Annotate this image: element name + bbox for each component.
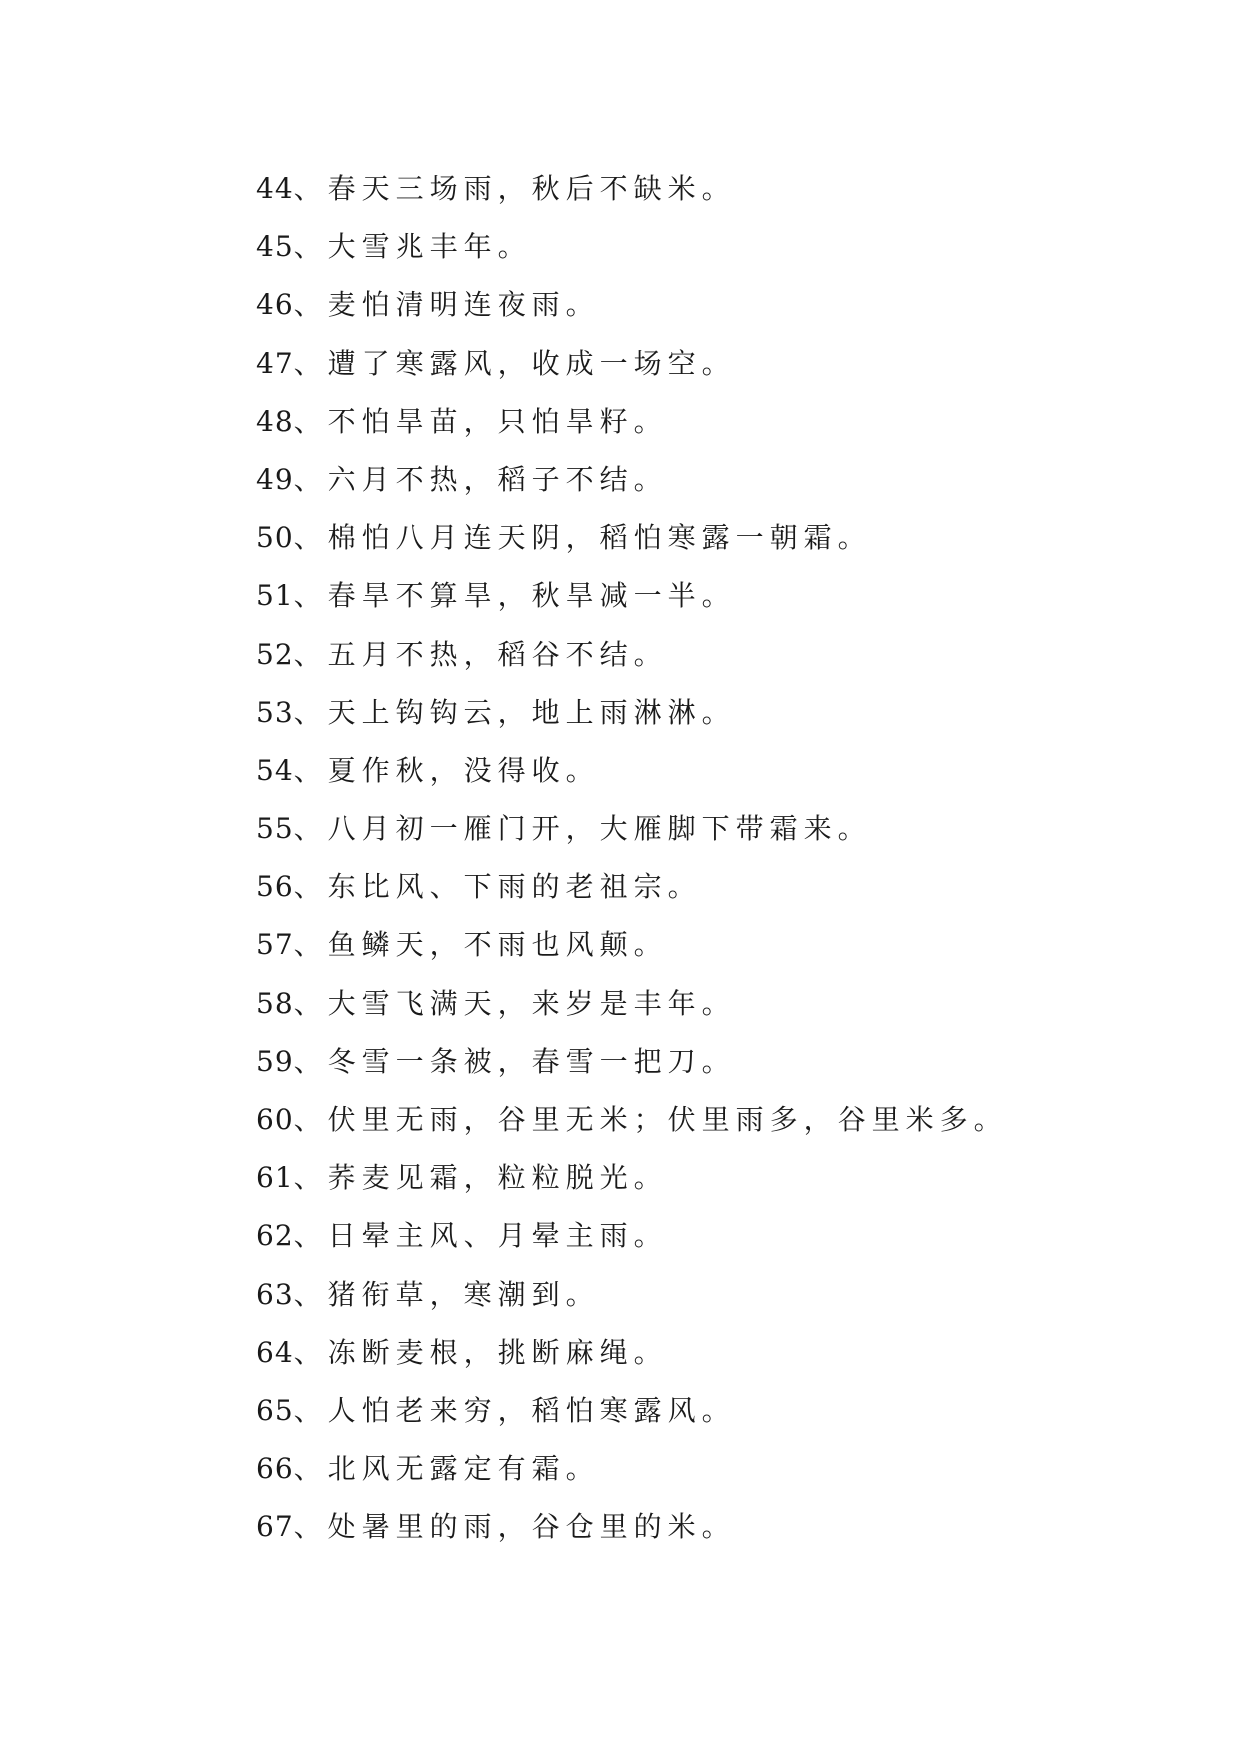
item-text: 冬雪一条被，春雪一把刀。 bbox=[327, 1044, 736, 1078]
item-number: 48 bbox=[256, 404, 294, 438]
item-number: 64 bbox=[256, 1335, 294, 1369]
item-text: 冻断麦根，挑断麻绳。 bbox=[327, 1335, 668, 1369]
list-item bbox=[256, 509, 1156, 567]
item-separator: 、 bbox=[293, 928, 328, 962]
item-text: 荞麦见霜，粒粒脱光。 bbox=[327, 1161, 668, 1195]
item-separator: 、 bbox=[293, 346, 328, 380]
item-text: 鱼鳞天，不雨也风颠。 bbox=[327, 928, 668, 962]
item-text: 天上钩钩云，地上雨淋淋。 bbox=[327, 695, 736, 729]
item-separator: 、 bbox=[293, 172, 328, 205]
item-text: 猪衔草，寒潮到。 bbox=[327, 1277, 600, 1311]
item-number: 45 bbox=[256, 230, 294, 264]
item-number: 57 bbox=[256, 928, 294, 962]
item-number: 66 bbox=[256, 1452, 294, 1486]
item-separator: 、 bbox=[293, 1044, 328, 1078]
list-item bbox=[256, 626, 1156, 684]
item-number: 67 bbox=[256, 1510, 294, 1544]
item-number: 58 bbox=[256, 986, 294, 1020]
proverb-list bbox=[256, 160, 1156, 1557]
item-number: 59 bbox=[256, 1044, 294, 1078]
item-text: 大雪兆丰年。 bbox=[327, 230, 532, 264]
list-item bbox=[256, 975, 1156, 1033]
item-text: 八月初一雁门开，大雁脚下带霜来。 bbox=[327, 812, 872, 846]
item-number: 44 bbox=[256, 172, 294, 205]
list-item bbox=[256, 800, 1156, 858]
list-item bbox=[256, 335, 1156, 393]
list-item bbox=[256, 276, 1156, 334]
list-item bbox=[256, 1382, 1156, 1440]
item-text: 处暑里的雨，谷仓里的米。 bbox=[327, 1510, 736, 1544]
list-item bbox=[256, 1033, 1156, 1091]
item-number: 49 bbox=[256, 462, 294, 496]
item-separator: 、 bbox=[293, 812, 328, 846]
item-number: 53 bbox=[256, 695, 294, 729]
item-number: 65 bbox=[256, 1393, 294, 1427]
list-item bbox=[256, 218, 1156, 276]
item-separator: 、 bbox=[293, 695, 328, 729]
list-item bbox=[256, 684, 1156, 742]
item-separator: 、 bbox=[293, 230, 328, 264]
item-text: 六月不热，稻子不结。 bbox=[327, 462, 668, 496]
item-number: 51 bbox=[256, 579, 294, 613]
list-item bbox=[256, 1207, 1156, 1265]
list-item bbox=[256, 393, 1156, 451]
item-text: 东比风、下雨的老祖宗。 bbox=[327, 870, 702, 904]
list-item bbox=[256, 160, 1156, 218]
item-number: 54 bbox=[256, 753, 294, 787]
item-number: 63 bbox=[256, 1277, 294, 1311]
item-number: 47 bbox=[256, 346, 294, 380]
item-separator: 、 bbox=[293, 1161, 328, 1195]
item-number: 55 bbox=[256, 812, 294, 846]
item-separator: 、 bbox=[293, 1510, 328, 1544]
list-item bbox=[256, 858, 1156, 916]
item-text: 春旱不算旱，秋旱减一半。 bbox=[327, 579, 736, 613]
item-number: 62 bbox=[256, 1219, 294, 1253]
item-number: 61 bbox=[256, 1161, 294, 1195]
item-separator: 、 bbox=[293, 462, 328, 496]
item-separator: 、 bbox=[293, 637, 328, 671]
item-number: 50 bbox=[256, 521, 294, 555]
item-separator: 、 bbox=[293, 1277, 328, 1311]
item-text: 北风无露定有霜。 bbox=[327, 1452, 600, 1486]
item-separator: 、 bbox=[293, 1452, 328, 1486]
item-text: 夏作秋，没得收。 bbox=[327, 753, 600, 787]
item-separator: 、 bbox=[293, 1393, 328, 1427]
list-item bbox=[256, 1091, 1156, 1149]
item-number: 52 bbox=[256, 637, 294, 671]
item-separator: 、 bbox=[293, 288, 328, 322]
item-separator: 、 bbox=[293, 1219, 328, 1253]
list-item bbox=[256, 916, 1156, 974]
item-text: 遭了寒露风，收成一场空。 bbox=[327, 346, 736, 380]
list-item bbox=[256, 1266, 1156, 1324]
item-separator: 、 bbox=[293, 1103, 328, 1136]
list-item bbox=[256, 567, 1156, 625]
list-item bbox=[256, 1324, 1156, 1382]
item-text: 五月不热，稻谷不结。 bbox=[327, 637, 668, 671]
item-text: 不怕旱苗，只怕旱籽。 bbox=[327, 404, 668, 438]
item-number: 46 bbox=[256, 288, 294, 322]
list-item bbox=[256, 1149, 1156, 1207]
item-separator: 、 bbox=[293, 870, 328, 904]
item-separator: 、 bbox=[293, 404, 328, 438]
list-item bbox=[256, 1498, 1156, 1556]
item-text: 日晕主风、月晕主雨。 bbox=[327, 1219, 668, 1253]
item-number: 56 bbox=[256, 870, 294, 904]
item-separator: 、 bbox=[293, 579, 328, 613]
item-separator: 、 bbox=[293, 753, 328, 787]
list-item bbox=[256, 742, 1156, 800]
list-item bbox=[256, 451, 1156, 509]
item-text: 人怕老来穷，稻怕寒露风。 bbox=[327, 1393, 736, 1427]
item-separator: 、 bbox=[293, 521, 328, 555]
item-text: 大雪飞满天，来岁是丰年。 bbox=[327, 986, 736, 1020]
item-text: 棉怕八月连天阴，稻怕寒露一朝霜。 bbox=[327, 521, 872, 555]
item-separator: 、 bbox=[293, 986, 328, 1020]
item-text: 麦怕清明连夜雨。 bbox=[327, 288, 600, 322]
item-text: 春天三场雨，秋后不缺米。 bbox=[327, 172, 736, 205]
item-number: 60 bbox=[256, 1103, 294, 1136]
list-item bbox=[256, 1440, 1156, 1498]
item-text: 伏里无雨，谷里无米；伏里雨多，谷里米多。 bbox=[327, 1103, 1008, 1136]
item-separator: 、 bbox=[293, 1335, 328, 1369]
